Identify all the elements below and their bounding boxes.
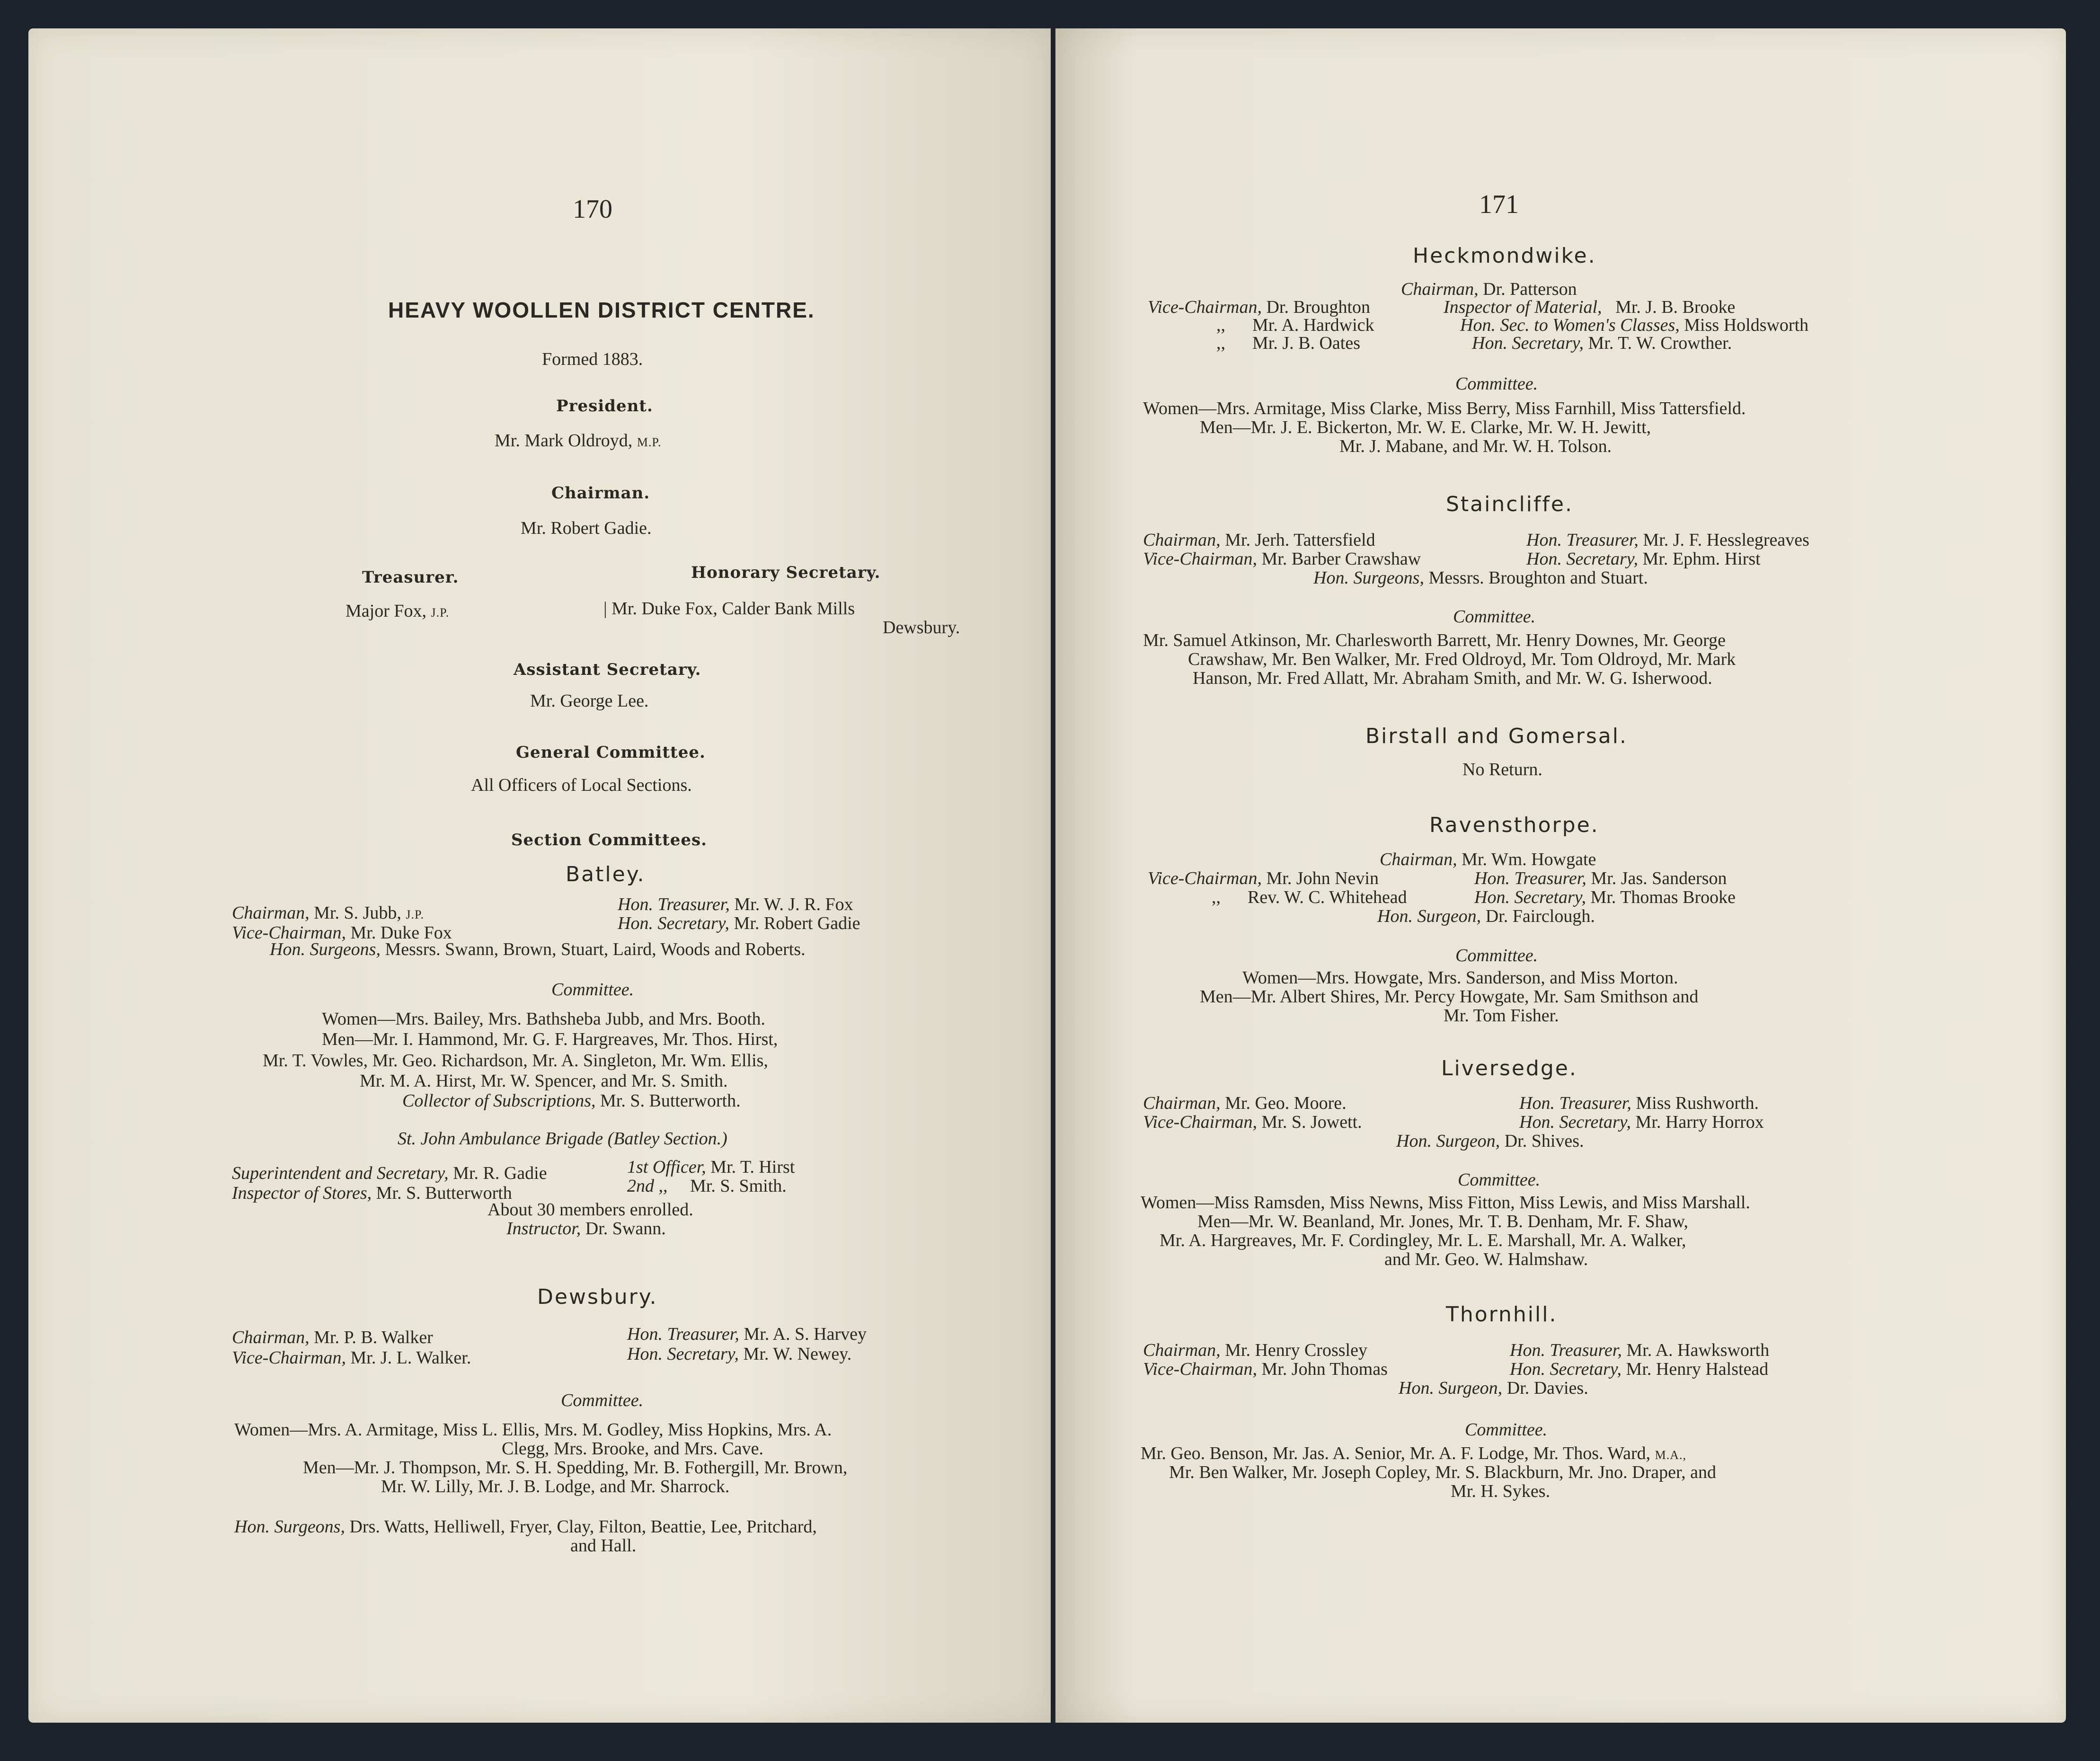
- thornhill-committee-line: Mr. Ben Walker, Mr. Joseph Copley, Mr. S. Blackburn, Mr. Jno. Draper, and: [1169, 1462, 1716, 1482]
- batley-committee-line: Women—Mrs. Bailey, Mrs. Bathsheba Jubb, and Mrs. Booth.: [322, 1009, 766, 1029]
- staincliffe-treasurer: Hon. Treasurer, Mr. J. F. Hesslegreaves: [1526, 530, 1809, 550]
- ravensthorpe-vice2: ,, Rev. W. C. Whitehead: [1212, 887, 1407, 907]
- dewsbury-secretary: Hon. Secretary, Mr. W. Newey.: [627, 1344, 852, 1364]
- left-page: [28, 28, 1051, 1723]
- dewsbury-vice: Vice-Chairman, Mr. J. L. Walker.: [232, 1348, 471, 1368]
- heckmondwike-vice3: ,, Mr. J. B. Oates: [1216, 333, 1360, 353]
- page-number: 170: [573, 195, 612, 224]
- centre-title: HEAVY WOOLLEN DISTRICT CENTRE.: [388, 298, 815, 322]
- president-heading: President.: [556, 397, 653, 416]
- heckmondwike-chairman: Chairman, Dr. Patterson: [1401, 279, 1577, 299]
- dewsbury-committee-heading: Committee.: [561, 1390, 644, 1410]
- staincliffe-heading: Staincliffe.: [1446, 492, 1573, 516]
- batley-collector: Collector of Subscriptions, Mr. S. Butterworth.: [402, 1091, 741, 1111]
- batley-heading: Batley.: [566, 862, 646, 886]
- general-committee-heading: General Committee.: [516, 743, 706, 762]
- liversedge-surgeon: Hon. Surgeon, Dr. Shives.: [1396, 1131, 1584, 1151]
- thornhill-treasurer: Hon. Treasurer, Mr. A. Hawksworth: [1510, 1340, 1770, 1360]
- ravensthorpe-treasurer: Hon. Treasurer, Mr. Jas. Sanderson: [1474, 868, 1727, 888]
- batley-committee-line: Mr. T. Vowles, Mr. Geo. Richardson, Mr. A. Singleton, Mr. Wm. Ellis,: [263, 1051, 768, 1071]
- treasurer-heading: Treasurer.: [362, 568, 459, 587]
- liversedge-vice: Vice-Chairman, Mr. S. Jowett.: [1143, 1112, 1362, 1132]
- hon-sec-heading: Honorary Secretary.: [691, 563, 881, 582]
- liversedge-committee-heading: Committee.: [1458, 1170, 1541, 1190]
- ravensthorpe-committee-line: Women—Mrs. Howgate, Mrs. Sanderson, and Miss Morton.: [1242, 968, 1678, 988]
- dewsbury-surgeons-cont: and Hall.: [570, 1536, 637, 1556]
- brigade-first-officer: 1st Officer, Mr. T. Hirst: [627, 1157, 795, 1177]
- chairman: Mr. Robert Gadie.: [521, 518, 652, 538]
- brigade-heading: St. John Ambulance Brigade (Batley Section.): [398, 1129, 727, 1149]
- heckmondwike-heading: Heckmondwike.: [1413, 244, 1596, 268]
- batley-secretary: Hon. Secretary, Mr. Robert Gadie: [618, 913, 860, 933]
- batley-committee-heading: Committee.: [551, 980, 634, 1000]
- dewsbury-committee-line: Clegg, Mrs. Brooke, and Mrs. Cave.: [502, 1439, 764, 1459]
- thornhill-committee-line: Mr. Geo. Benson, Mr. Jas. A. Senior, Mr. A. F. Lodge, Mr. Thos. Ward, M.A.,: [1141, 1443, 1687, 1463]
- heckmondwike-committee-line: Men—Mr. J. E. Bickerton, Mr. W. E. Clarke, Mr. W. H. Jewitt,: [1200, 417, 1651, 437]
- batley-committee-line: Mr. M. A. Hirst, Mr. W. Spencer, and Mr. S. Smith.: [360, 1071, 728, 1091]
- liversedge-committee-line: and Mr. Geo. W. Halmshaw.: [1384, 1249, 1588, 1269]
- batley-surgeons: Hon. Surgeons, Messrs. Swann, Brown, Stuart, Laird, Woods and Roberts.: [270, 939, 806, 959]
- thornhill-committee-line: Mr. H. Sykes.: [1451, 1481, 1551, 1501]
- heckmondwike-classes: Hon. Sec. to Women's Classes, Miss Holdsworth: [1460, 315, 1809, 335]
- ravensthorpe-vice1: Vice-Chairman, Mr. John Nevin: [1148, 868, 1379, 888]
- ravensthorpe-secretary: Hon. Secretary, Mr. Thomas Brooke: [1474, 887, 1736, 907]
- thornhill-chairman: Chairman, Mr. Henry Crossley: [1143, 1340, 1367, 1360]
- thornhill-heading: Thornhill.: [1446, 1302, 1558, 1327]
- dewsbury-committee-line: Women—Mrs. A. Armitage, Miss L. Ellis, Mrs. M. Godley, Miss Hopkins, Mrs. A.: [234, 1420, 832, 1440]
- staincliffe-vice: Vice-Chairman, Mr. Barber Crawshaw: [1143, 549, 1421, 569]
- liversedge-committee-line: Women—Miss Ramsden, Miss Newns, Miss Fitton, Miss Lewis, and Miss Marshall.: [1141, 1193, 1750, 1212]
- thornhill-surgeon: Hon. Surgeon, Dr. Davies.: [1399, 1378, 1588, 1398]
- thornhill-committee-heading: Committee.: [1465, 1420, 1548, 1440]
- right-page: [1055, 28, 2066, 1723]
- ravensthorpe-chairman: Chairman, Mr. Wm. Howgate: [1380, 850, 1596, 869]
- staincliffe-secretary: Hon. Secretary, Mr. Ephm. Hirst: [1526, 549, 1761, 569]
- heckmondwike-secretary: Hon. Secretary, Mr. T. W. Crowther.: [1472, 333, 1732, 353]
- liversedge-treasurer: Hon. Treasurer, Miss Rushworth.: [1519, 1093, 1759, 1113]
- page-number: 171: [1479, 190, 1519, 219]
- heckmondwike-committee-line: Mr. J. Mabane, and Mr. W. H. Tolson.: [1339, 436, 1612, 456]
- dewsbury-committee-line: Mr. W. Lilly, Mr. J. B. Lodge, and Mr. Sharrock.: [381, 1477, 730, 1496]
- batley-committee-line: Men—Mr. I. Hammond, Mr. G. F. Hargreaves, Mr. Thos. Hirst,: [322, 1029, 778, 1049]
- ravensthorpe-committee-line: Men—Mr. Albert Shires, Mr. Percy Howgate, Mr. Sam Smithson and: [1200, 987, 1699, 1007]
- ravensthorpe-heading: Ravensthorpe.: [1429, 813, 1599, 837]
- general-committee: All Officers of Local Sections.: [471, 775, 692, 795]
- liversedge-committee-line: Men—Mr. W. Beanland, Mr. Jones, Mr. T. B. Denham, Mr. F. Shaw,: [1197, 1212, 1689, 1231]
- birstall-note: No Return.: [1462, 760, 1542, 779]
- brigade-members: About 30 members enrolled.: [487, 1200, 693, 1220]
- dewsbury-heading: Dewsbury.: [537, 1285, 658, 1309]
- thornhill-vice: Vice-Chairman, Mr. John Thomas: [1143, 1359, 1388, 1379]
- batley-chairman: Chairman, Mr. S. Jubb, J.P.: [232, 903, 425, 923]
- heckmondwike-vice2: ,, Mr. A. Hardwick: [1216, 315, 1374, 335]
- thornhill-secretary: Hon. Secretary, Mr. Henry Halstead: [1510, 1359, 1769, 1379]
- dewsbury-surgeons: Hon. Surgeons, Drs. Watts, Helliwell, Fryer, Clay, Filton, Beattie, Lee, Pritchard,: [234, 1517, 817, 1537]
- batley-treasurer: Hon. Treasurer, Mr. W. J. R. Fox: [618, 894, 853, 914]
- ravensthorpe-committee-line: Mr. Tom Fisher.: [1444, 1006, 1559, 1026]
- liversedge-committee-line: Mr. A. Hargreaves, Mr. F. Cordingley, Mr. L. E. Marshall, Mr. A. Walker,: [1160, 1230, 1686, 1250]
- ravensthorpe-surgeon: Hon. Surgeon, Dr. Fairclough.: [1377, 906, 1595, 926]
- brigade-superintendent: Superintendent and Secretary, Mr. R. Gadie: [232, 1163, 547, 1183]
- dewsbury-chairman: Chairman, Mr. P. B. Walker: [232, 1327, 433, 1347]
- staincliffe-committee-heading: Committee.: [1453, 607, 1536, 627]
- birstall-heading: Birstall and Gomersal.: [1365, 724, 1628, 748]
- staincliffe-surgeons: Hon. Surgeons, Messrs. Broughton and Stuart.: [1313, 568, 1648, 588]
- asst-sec: Mr. George Lee.: [530, 691, 649, 711]
- section-committees-heading: Section Committees.: [511, 831, 708, 850]
- asst-sec-heading: Assistant Secretary.: [514, 660, 701, 679]
- heckmondwike-committee-line: Women—Mrs. Armitage, Miss Clarke, Miss Berry, Miss Farnhill, Miss Tattersfield.: [1143, 398, 1746, 418]
- treasurer: Major Fox, J.P.: [346, 601, 450, 621]
- liversedge-secretary: Hon. Secretary, Mr. Harry Horrox: [1519, 1112, 1764, 1132]
- formed-year: Formed 1883.: [542, 349, 643, 369]
- heckmondwike-inspector: Inspector of Material, Mr. J. B. Brooke: [1444, 297, 1736, 317]
- staincliffe-committee-line: Hanson, Mr. Fred Allatt, Mr. Abraham Smith, and Mr. W. G. Isherwood.: [1193, 668, 1712, 688]
- liversedge-heading: Liversedge.: [1441, 1056, 1577, 1080]
- chairman-heading: Chairman.: [551, 484, 650, 503]
- brigade-instructor: Instructor, Dr. Swann.: [506, 1219, 666, 1239]
- batley-vice: Vice-Chairman, Mr. Duke Fox: [232, 923, 452, 943]
- staincliffe-committee-line: Crawshaw, Mr. Ben Walker, Mr. Fred Oldroyd, Mr. Tom Oldroyd, Mr. Mark: [1188, 649, 1736, 669]
- heckmondwike-vice1: Vice-Chairman, Dr. Broughton: [1148, 297, 1371, 317]
- dewsbury-committee-line: Men—Mr. J. Thompson, Mr. S. H. Spedding, Mr. B. Fothergill, Mr. Brown,: [303, 1458, 848, 1478]
- staincliffe-chairman: Chairman, Mr. Jerh. Tattersfield: [1143, 530, 1375, 550]
- ravensthorpe-committee-heading: Committee.: [1455, 946, 1538, 965]
- hon-sec-line1: | Mr. Duke Fox, Calder Bank Mills: [603, 599, 855, 619]
- hon-sec-line2: Dewsbury.: [883, 618, 960, 637]
- brigade-second-officer: 2nd ,, Mr. S. Smith.: [627, 1176, 787, 1196]
- brigade-inspector: Inspector of Stores, Mr. S. Butterworth: [232, 1183, 512, 1203]
- liversedge-chairman: Chairman, Mr. Geo. Moore.: [1143, 1093, 1347, 1113]
- heckmondwike-committee-heading: Committee.: [1455, 374, 1538, 394]
- dewsbury-treasurer: Hon. Treasurer, Mr. A. S. Harvey: [627, 1324, 867, 1344]
- staincliffe-committee-line: Mr. Samuel Atkinson, Mr. Charlesworth Barrett, Mr. Henry Downes, Mr. George: [1143, 630, 1726, 650]
- president: Mr. Mark Oldroyd, M.P.: [495, 431, 662, 451]
